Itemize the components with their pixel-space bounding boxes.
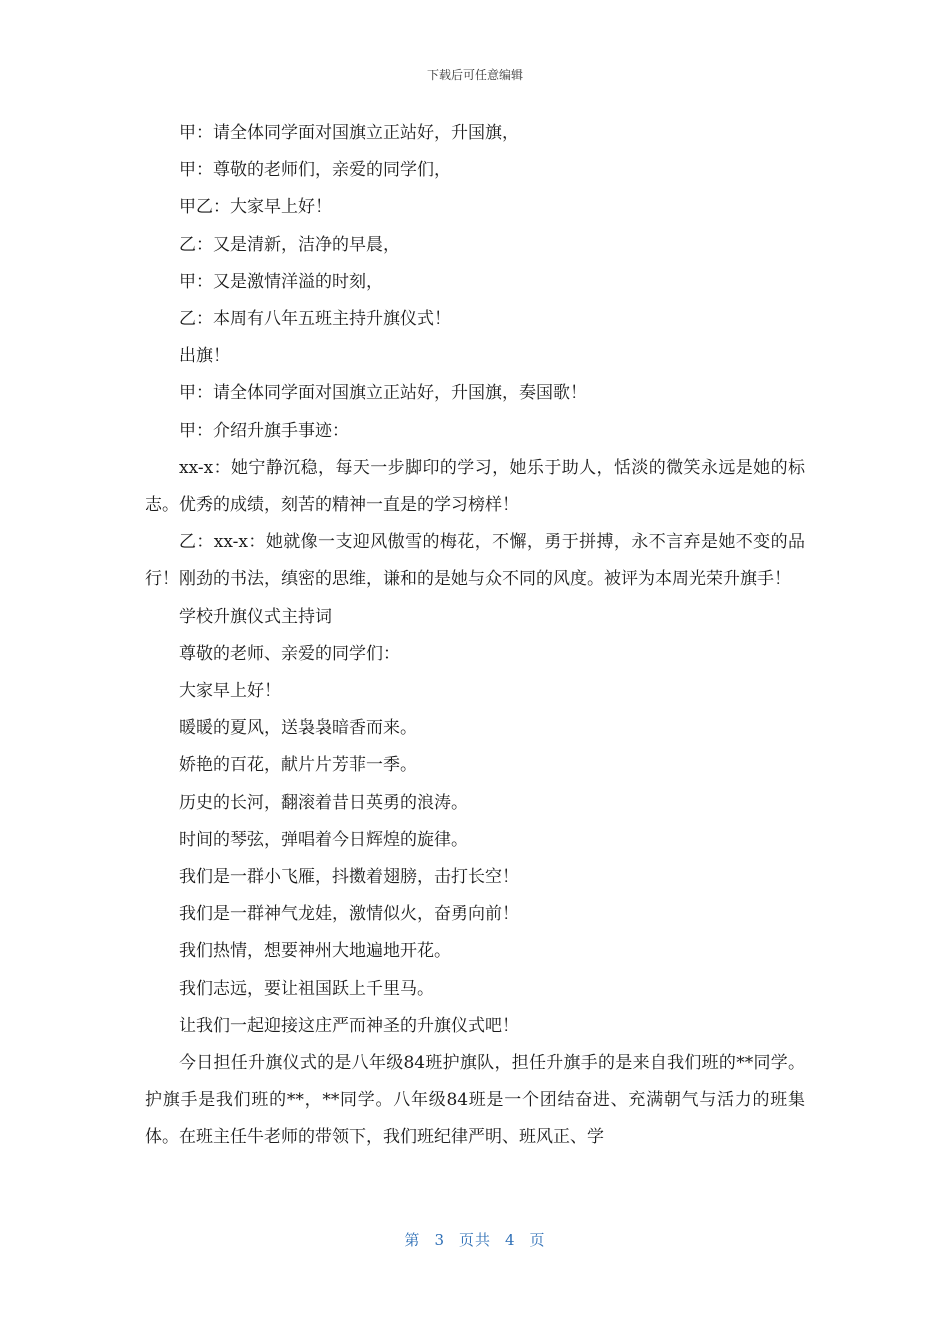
paragraph: 甲乙：大家早上好！: [179, 197, 332, 218]
paragraph: xx-x：她宁静沉稳，每天一步脚印的学习，她乐于助人，恬淡的微笑永远是她的标志。优秀的成绩，刻苦的精神一直是的学习榜样！: [145, 457, 805, 516]
footer-total-label: 页共: [458, 1231, 491, 1249]
paragraph: 乙：xx-x：她就像一支迎风傲雪的梅花，不懈，勇于拼搏，永不言弃是她不变的品行！刚劲的书法，缜密的思维，谦和的是她与众不同的风度。被评为本周光荣升旗手！: [145, 532, 805, 590]
paragraph: 娇艳的百花，献片片芳菲一季。: [179, 755, 417, 776]
paragraph: 大家早上好！: [179, 681, 281, 702]
paragraph: 今日担任升旗仪式的是八年级84班护旗队，担任升旗手的是来自我们班的**同学。护旗手是我们班的**，**同学。八年级84班是一个团结奋进、充满朝气与活力的班集体。在班主任牛老师的带领下，我们班纪律严明、班风正、学: [145, 1053, 805, 1148]
paragraph: 学校升旗仪式主持词: [179, 606, 332, 627]
page-footer: [0, 1229, 950, 1250]
footer-page-label: 第: [404, 1231, 421, 1249]
paragraph: 我们热情，想要神州大地遍地开花。: [179, 941, 451, 962]
paragraph: 甲：介绍升旗手事迹：: [179, 420, 349, 441]
paragraph: 历史的长河，翻滚着昔日英勇的浪涛。: [179, 792, 468, 813]
paragraph: 出旗！: [179, 346, 230, 367]
paragraph: 尊敬的老师、亲爱的同学们：: [179, 643, 400, 664]
paragraph: 我们是一群小飞雁，抖擞着翅膀，击打长空！: [179, 867, 519, 888]
document-body: [145, 115, 805, 1157]
footer-current-page: 3: [434, 1231, 445, 1249]
paragraph: 甲：尊敬的老师们，亲爱的同学们，: [179, 160, 451, 181]
footer-end-label: 页: [529, 1231, 546, 1249]
paragraph: 时间的琴弦，弹唱着今日辉煌的旋律。: [179, 829, 468, 850]
paragraph: 我们是一群神气龙娃，激情似火，奋勇向前！: [179, 904, 519, 925]
paragraph: 乙：又是清新，洁净的早晨，: [179, 234, 400, 255]
paragraph: 甲：又是激情洋溢的时刻，: [179, 271, 383, 292]
paragraph: 甲：请全体同学面对国旗立正站好，升国旗，奏国歌！: [179, 383, 587, 404]
footer-total-pages: 4: [505, 1231, 516, 1249]
paragraph: 甲：请全体同学面对国旗立正站好，升国旗，: [179, 123, 519, 143]
paragraph: 我们志远，要让祖国跃上千里马。: [179, 978, 434, 999]
page-header: 下载后可任意编辑: [426, 68, 523, 82]
paragraph: 乙：本周有八年五班主持升旗仪式！: [179, 309, 451, 330]
paragraph: 让我们一起迎接这庄严而神圣的升旗仪式吧！: [179, 1015, 519, 1036]
paragraph: 暖暖的夏风，送袅袅暗香而来。: [179, 718, 417, 739]
